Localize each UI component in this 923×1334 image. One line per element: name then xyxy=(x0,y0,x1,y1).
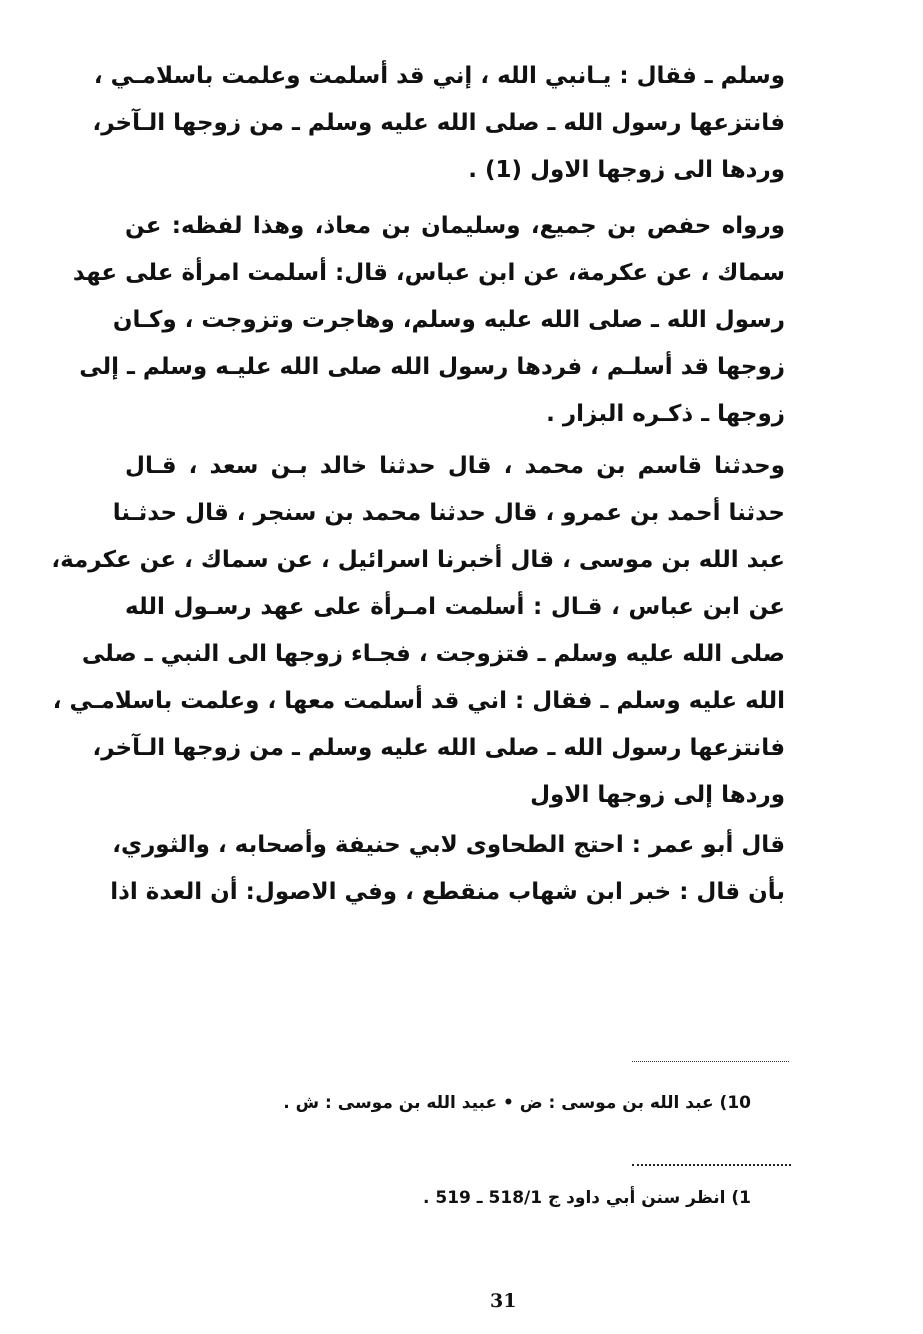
paragraph-1 xyxy=(92,53,785,194)
text-line: فانتزعها رسول الله ـ صلى الله عليه وسلم ـ من زوجها الـآخر، xyxy=(92,735,785,761)
paragraph-3 xyxy=(51,443,785,819)
text-line: حدثنا أحمد بن عمرو ، قال حدثنا محمد بن سنجر ، قال حدثـنا xyxy=(112,500,785,526)
text-line: قال أبو عمر : احتج الطحاوى لابي حنيفة وأصحابه ، والثوري، xyxy=(112,832,785,858)
text-line: عن ابن عباس ، قـال : أسلمت امـرأة على عهد رسـول الله xyxy=(125,594,785,620)
footnote-separator xyxy=(632,1061,789,1062)
text-line: زوجها ـ ذكـره البزار . xyxy=(546,401,785,427)
page-number: 31 xyxy=(490,1290,517,1312)
text-line: فانتزعها رسول الله ـ صلى الله عليه وسلم ـ من زوجها الـآخر، xyxy=(92,110,785,136)
footnote-variant: 10) عبد الله بن موسى : ض • عبيد الله بن موسى : ش . xyxy=(283,1093,751,1113)
footnote-reference: 1) انظر سنن أبي داود ج 518/1 ـ 519 . xyxy=(422,1188,751,1208)
text-line: رسول الله ـ صلى الله عليه وسلم، وهاجرت وتزوجت ، وكـان xyxy=(112,307,785,333)
text-line: الله عليه وسلم ـ فقال : اني قد أسلمت معها ، وعلمت باسلامـي ، xyxy=(52,688,785,714)
text-line: سماك ، عن عكرمة، عن ابن عباس، قال: أسلمت امرأة على عهد xyxy=(72,260,785,286)
text-line: وردها إلى زوجها الاول xyxy=(530,782,785,808)
paragraph-4 xyxy=(110,822,785,916)
text-line: عبد الله بن موسى ، قال أخبرنا اسرائيل ، عن سماك ، عن عكرمة، xyxy=(51,547,785,573)
text-line: وسلم ـ فقال : يـانبي الله ، إني قد أسلمت وعلمت باسلامـي ، xyxy=(93,63,785,89)
text-line: زوجها قد أسلـم ، فردها رسول الله صلى الله عليـه وسلم ـ إلى xyxy=(79,354,785,380)
text-line: ورواه حفص بن جميع، وسليمان بن معاذ، وهذا لفظه: عن xyxy=(125,213,785,239)
paragraph-2 xyxy=(72,203,785,438)
footnote-separator xyxy=(632,1164,791,1166)
text-line: صلى الله عليه وسلم ـ فتزوجت ، فجـاء زوجها الى النبي ـ صلى xyxy=(81,641,785,667)
text-line: وحدثنا قاسم بن محمد ، قال حدثنا خالد بـن سعد ، قـال xyxy=(125,453,785,479)
text-line: وردها الى زوجها الاول (1) . xyxy=(468,157,785,183)
text-line: بأن قال : خبر ابن شهاب منقطع ، وفي الاصول: أن العدة اذا xyxy=(110,879,785,905)
